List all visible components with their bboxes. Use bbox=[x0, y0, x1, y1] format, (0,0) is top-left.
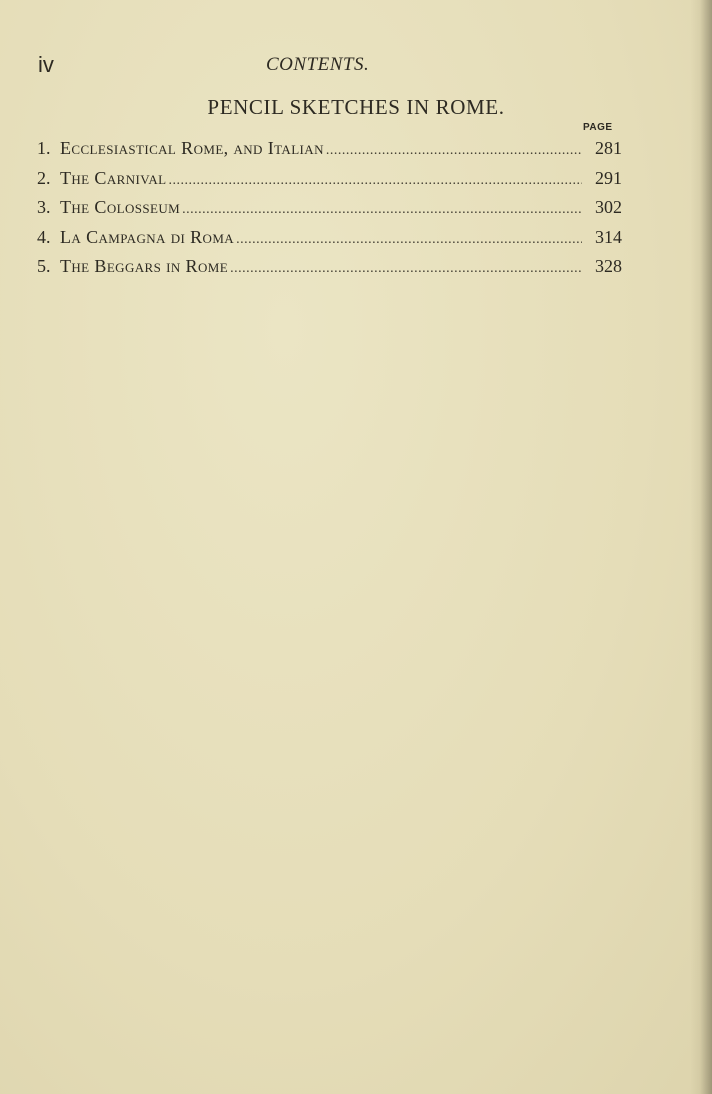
dot-leader bbox=[168, 173, 582, 189]
toc-entry-title: The Carnival bbox=[60, 167, 167, 188]
dot-leader bbox=[182, 202, 582, 218]
toc-entry bbox=[37, 227, 622, 257]
toc-entry bbox=[37, 138, 622, 168]
dot-leader bbox=[236, 232, 582, 248]
toc-entry-number: 3. bbox=[37, 197, 51, 217]
toc-entry-number: 4. bbox=[37, 226, 51, 247]
toc-entry-title: The Colosseum bbox=[60, 197, 181, 217]
toc-entry-page: 291 bbox=[595, 167, 622, 188]
running-head bbox=[38, 52, 658, 82]
dot-leader bbox=[326, 143, 582, 159]
toc-entry-page: 281 bbox=[595, 138, 622, 158]
toc-entry-title: The Beggars in Rome bbox=[60, 256, 229, 276]
toc-entry-title: La Campagna di Roma bbox=[60, 226, 235, 247]
toc-entry-page: 314 bbox=[595, 226, 622, 247]
toc-entry bbox=[37, 256, 622, 286]
toc-entry-title: Ecclesiastical Rome, and Italian bbox=[60, 138, 324, 158]
toc-entry-number: 5. bbox=[37, 256, 51, 276]
table-of-contents bbox=[37, 138, 622, 286]
running-title: CONTENTS. bbox=[266, 54, 370, 75]
toc-entry-number: 1. bbox=[37, 138, 51, 158]
section-title: PENCIL SKETCHES IN ROME. bbox=[207, 95, 505, 119]
dot-leader bbox=[230, 261, 582, 277]
toc-entry-page: 302 bbox=[595, 197, 622, 217]
toc-entry bbox=[37, 168, 622, 198]
page-column-label: PAGE bbox=[583, 122, 613, 133]
toc-entry-page: 328 bbox=[595, 256, 622, 276]
page-folio: iv bbox=[38, 52, 54, 77]
toc-entry-number: 2. bbox=[37, 167, 51, 188]
toc-entry bbox=[37, 197, 622, 227]
